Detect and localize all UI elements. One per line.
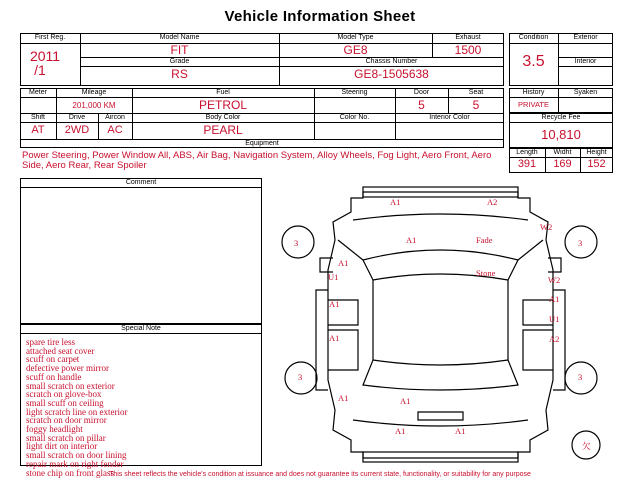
chassis-value: GE8-1505638 <box>354 67 429 81</box>
drive-label: Drive <box>68 114 86 121</box>
model-name-label: Model Name <box>159 34 200 41</box>
door-label: Door <box>413 89 430 96</box>
drive-value: 2WD <box>64 124 90 136</box>
special-note-label: Special Note <box>121 325 161 332</box>
damage-rear-a1-bottom-left: A1 <box>395 426 406 436</box>
condition-value: 3.5 <box>522 53 545 70</box>
special-note-item: scuff on handle <box>26 371 82 382</box>
exterior-label: Exterior <box>573 34 598 41</box>
damage-left-fender: A1 <box>338 258 349 268</box>
history-value: PRIVATE <box>518 100 549 109</box>
first-reg-value-month: /1 <box>34 62 46 78</box>
grade-value: RS <box>171 67 188 81</box>
height-value: 152 <box>587 158 606 170</box>
spare-tire-mark: 欠 <box>582 441 591 451</box>
wheel-rear-left-grade: 3 <box>298 372 303 382</box>
body-color-label: Body Color <box>205 114 241 121</box>
car-damage-diagram <box>268 180 618 470</box>
interior-color-label: Interior Color <box>429 114 470 121</box>
chassis-label: Chassis Number <box>365 58 418 65</box>
special-note-item: small scratch on door lining <box>26 450 127 461</box>
damage-front-right: A2 <box>487 197 498 207</box>
recycle-value: 10,810 <box>541 127 581 142</box>
color-no-label: Color No. <box>339 114 370 121</box>
damage-windshield-stone: Stone <box>476 268 496 278</box>
wheel-front-right-grade: 3 <box>578 238 583 248</box>
comment-box <box>20 178 262 324</box>
model-name-value: FIT <box>170 43 189 57</box>
recycle-label: Recycle Fee <box>541 114 581 121</box>
damage-left-door-rear: A1 <box>329 333 340 343</box>
equipment-label: Equipment <box>245 140 279 147</box>
seat-value: 5 <box>472 98 480 112</box>
grade-label: Grade <box>169 58 190 65</box>
special-note-item: light scratch line on exterior <box>26 406 128 417</box>
special-note-list <box>26 338 266 477</box>
first-reg-label: First Reg. <box>34 34 66 41</box>
wheel-front-left-grade: 3 <box>294 238 299 248</box>
first-reg-value-year: 2011 <box>29 48 61 64</box>
damage-windshield-w2: W2 <box>540 222 553 232</box>
special-note-item: spare tire less <box>26 337 75 347</box>
damage-right-w2: W2 <box>548 275 561 285</box>
special-note-item: stone chip on front glass <box>26 467 114 478</box>
damage-rear-a1-bottom-right: A1 <box>455 426 466 436</box>
special-note-item: small scratch on exterior <box>26 380 115 391</box>
special-note-item: small scuff on ceiling <box>26 397 104 408</box>
damage-left-door-front: A1 <box>329 299 340 309</box>
interior-label: Interior <box>574 58 597 65</box>
meter-label: Meter <box>29 89 47 96</box>
damage-rear-a1-upper: A1 <box>400 396 411 406</box>
damage-left-u1: U1 <box>328 272 339 282</box>
door-value: 5 <box>418 98 425 112</box>
damage-rear-a1-left: A1 <box>338 393 349 403</box>
special-note-item: foggy headlight <box>26 424 83 435</box>
shift-label: Shift <box>30 114 45 121</box>
special-note-item: scratch on door mirror <box>26 415 107 426</box>
condition-label: Condition <box>518 34 549 41</box>
width-value: 169 <box>553 158 572 170</box>
steering-label: Steering <box>341 89 368 96</box>
special-note-item: repair mark on right fender <box>26 458 124 469</box>
mileage-value: 201,000 KM <box>72 101 116 110</box>
aircon-value: AC <box>107 124 123 136</box>
equipment-text: Power Steering, Power Window All, ABS, Air Bag, Navigation System, Alloy Wheels, Fog Light, Aero Front, Aero Side, Aero Rear, Rear Spoiler <box>22 150 492 171</box>
syaken-label: Syaken <box>573 89 598 96</box>
special-note-item: scuff on carpet <box>26 354 80 365</box>
history-label: History <box>522 89 545 96</box>
damage-hood-fade: Fade <box>476 235 493 245</box>
fuel-label: Fuel <box>216 89 230 96</box>
special-note-item: small scratch on pillar <box>26 432 106 443</box>
damage-right-u1: U1 <box>549 314 560 324</box>
damage-right-a2: A2 <box>549 334 560 344</box>
sheet-title: Vehicle Information Sheet <box>224 8 416 25</box>
body-color-value: PEARL <box>203 123 243 137</box>
special-note-item: attached seat cover <box>26 345 95 356</box>
height-label: Height <box>586 149 607 156</box>
special-note-item: scratch on glove-box <box>26 389 102 400</box>
model-type-label: Model Type <box>337 34 374 41</box>
damage-hood: A1 <box>406 235 417 245</box>
special-note-item: defective power mirror <box>26 363 109 374</box>
aircon-label: Aircon <box>105 114 125 121</box>
mileage-label: Mileage <box>81 89 107 96</box>
comment-label: Comment <box>125 179 157 186</box>
seat-label: Seat <box>468 89 484 96</box>
length-value: 391 <box>517 158 537 170</box>
width-label: Widht <box>553 149 572 156</box>
damage-right-a1: A1 <box>549 294 560 304</box>
special-note-item: light dirt on interior <box>26 441 98 452</box>
model-type-value: GE8 <box>343 43 368 57</box>
shift-value: AT <box>31 124 45 136</box>
wheel-rear-right-grade: 3 <box>578 372 583 382</box>
exhaust-value: 1500 <box>454 43 482 57</box>
fuel-value: PETROL <box>198 98 247 112</box>
exhaust-label: Exhaust <box>455 34 481 41</box>
damage-front-left: A1 <box>390 197 401 207</box>
disclaimer-footer: This sheet reflects the vehicle's condition at issuance and does not guarantee its current state, functionality, or suitability for any purpose <box>109 471 531 478</box>
length-label: Length <box>516 149 538 156</box>
